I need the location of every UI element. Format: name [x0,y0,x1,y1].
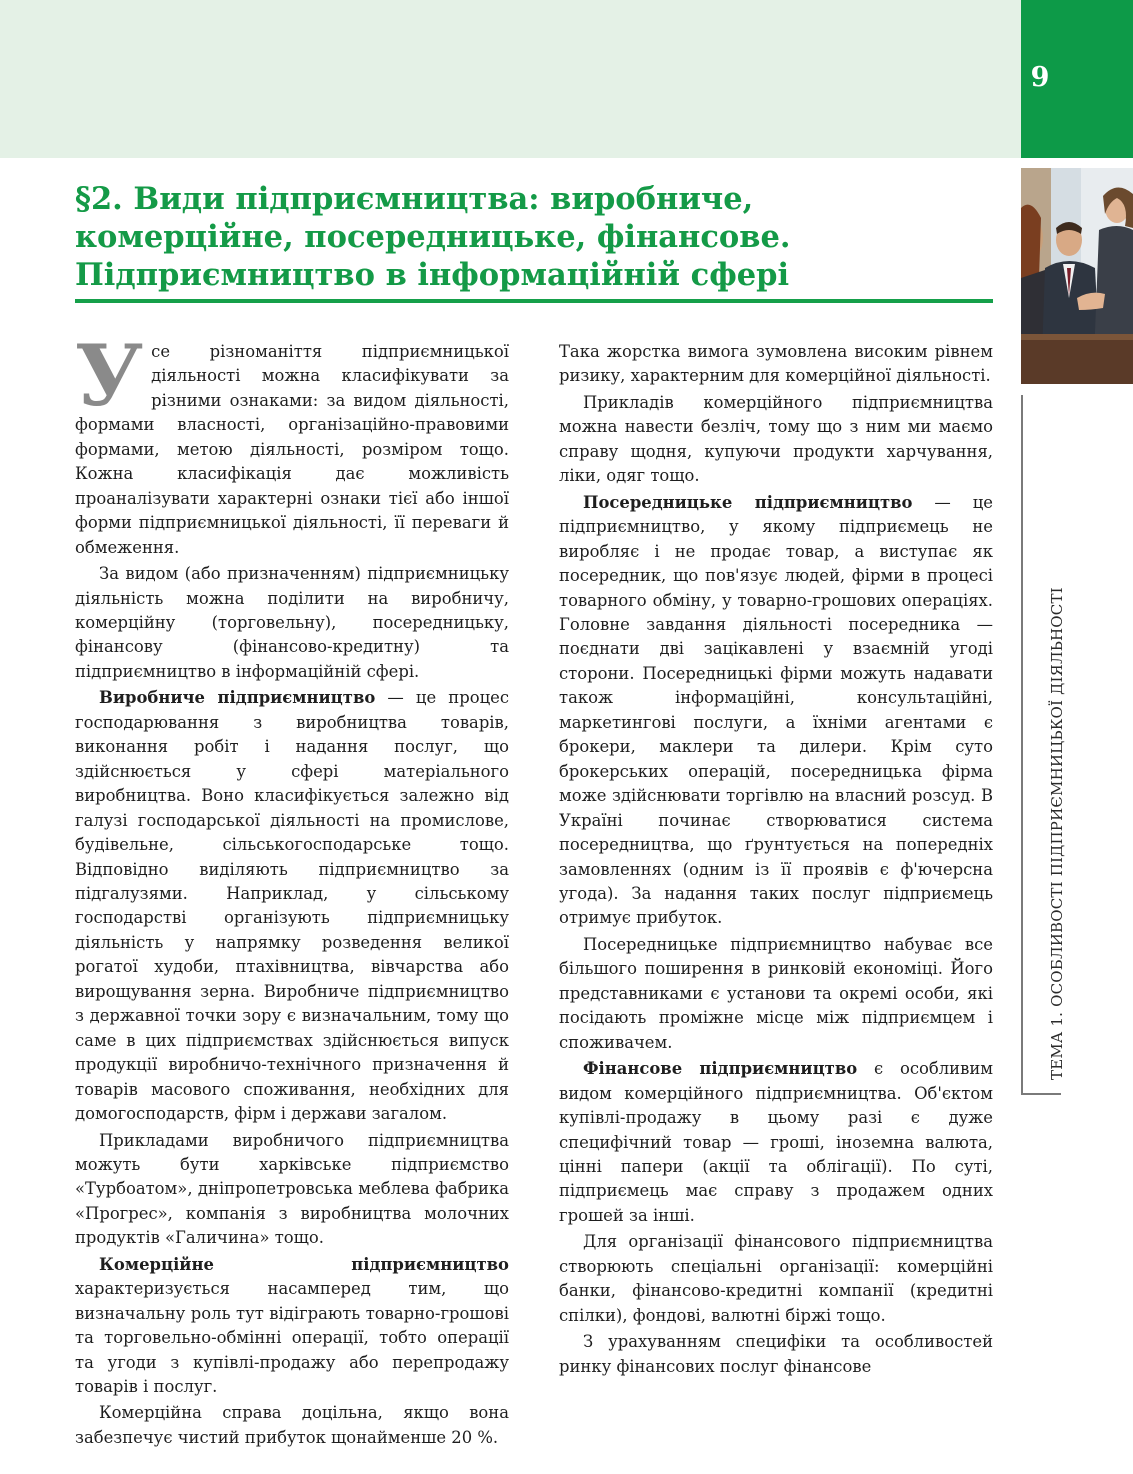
section-title-line-3: Підприємництво в інформаційній сфері [75,257,790,293]
left-column [75,326,509,1450]
term-intermediary: Посередницьке підприємництво [583,492,913,512]
paragraph-commercial-profit: Комерційна справа доцільна, якщо вона забезпечує чистий прибуток щонайменше 20 %. [75,1403,509,1447]
paragraph-intermediary [559,491,993,931]
paragraph-intro [75,326,509,560]
paragraph-types: За видом (або призначенням) підприємницьку діяльність можна поділити на виробничу, комерційну (торговельну), посередницьку, фінансову (фінансово-кредитну) та підприємництво в інформаційній сфері. [75,564,509,681]
paragraph-commercial-examples: Прикладів комерційного підприємництва можна навести безліч, тому що з ним ми маємо справу щодня, купуючи продукти харчування, ліки, одяг тощо. [559,392,993,486]
page-number: 9 [1030,62,1050,93]
term-commercial: Комерційне підприємництво [99,1254,509,1274]
section-title [75,180,995,294]
paragraph-risk: Така жорстка вимога зумовлена високим рівнем ризику, характерним для комерційної діяльності. [559,342,993,386]
paragraph-financial-market: З урахуванням специфіки та особливостей ринку фінансових послуг фінансове [559,1332,993,1376]
business-handshake-photo [1021,168,1133,384]
paragraph-financial-text: є особливим видом комерційного підприємництва. Об'єктом купівлі-продажу в цьому разі є дуже специфічний товар — гроші, іноземна валюта, цінні папери (акції та облігації). По суті, підприємець має справу з продажем одних грошей за інші. [559,1059,993,1225]
section-title-line-1: §2. Види підприємництва: виробниче, [75,181,754,217]
section-title-line-2: комерційне, посередницьке, фінансове. [75,219,791,255]
title-underline [75,299,993,303]
right-column [559,340,993,1379]
header-band [0,0,1021,158]
paragraph-production [75,686,509,1126]
paragraph-financial-orgs: Для організації фінансового підприємництва створюють спеціальні організації: комерційні банки, фінансово-кредитні компанії (кредитні спілки), фондові, валютні біржі тощо. [559,1232,993,1325]
paragraph-financial [559,1057,993,1228]
paragraph-intermediary-spread: Посередницьке підприємництво набуває все більшого поширення в ринковій економіці. Його представниками є установи та окремі особи, які посідають проміжне місце між підприємцем і споживачем. [559,934,993,1052]
chapter-side-label: ТЕМА 1. ОСОБЛИВОСТІ ПІДПРИЄМНИЦЬКОЇ ДІЯЛЬНОСТІ [1048,587,1066,1080]
paragraph-production-examples: Прикладами виробничого підприємництва можуть бути харківське підприємство «Турбоатом», дніпропетровська меблева фабрика «Прогрес», компанія з виробництва молочних продуктів «Галичина» тощо. [75,1130,509,1248]
side-divider-foot [1021,1093,1061,1095]
drop-cap: У [75,326,144,425]
paragraph-commercial [75,1253,509,1400]
term-financial: Фінансове підприємництво [583,1059,858,1079]
term-production: Виробниче підприємництво [99,688,376,708]
side-divider-line [1021,395,1023,1095]
paragraph-commercial-text: характеризується насамперед тим, що визначальну роль тут відіграють товарно-грошові та торговельно-обмінні операції, тобто операції та угоди з купівлі-продажу або перепродажу товарів і послуг. [75,1279,509,1397]
paragraph-intermediary-text: — це підприємництво, у якому підприємець не виробляє і не продає товар, а виступає як посередник, що пов'язує людей, фірми в процесі товарного обміну, у товарно-грошових операціях. Головне завдання діяльності посередника — поєднати дві зацікавлені у взаємній угоді сторони. Посередницькі фірми можуть надавати також інформаційні, консультаційні, маркетингові послуги, а їхніми агентами є брокери, маклери та дилери. Крім суто брокерських операцій, посередницька фірма може здійснювати торгівлю на власний розсуд. В Україні починає створюватися система посередництва, що ґрунтується на попередніх замовленнях (одним із її проявів є ф'ючерсна угода). За надання таких послуг підприємець отримує прибуток. [559,492,993,928]
paragraph-production-text: — це процес господарювання з виробництва товарів, виконання робіт і надання послуг, що здійснюється у сфері матеріального виробництва. Воно класифікується залежно від галузі господарської діяльності на промислове, будівельне, сільськогосподарське тощо. Відповідно виділяють підприємництво за підгалузями. Наприклад, у сільському господарстві організують підприємницьку діяльність у напрямку розведення великої рогатої худоби, птахівництва, вівчарства або вирощування зерна. Виробниче підприємництво з державної точки зору є визначальним, тому що саме в цих підприємствах здійснюється випуск продукції виробничо-технічного призначення й товарів масового споживання, необхідних для домогосподарств, фірм і держави загалом. [75,688,509,1124]
paragraph-intro-text: се різноманіття підприємницької діяльності можна класифікувати за різними ознаками: за видом діяльності, формами власності, організаційно-правовими формами, метою діяльності, розміром тощо. Кожна класифікація дає можливість проаналізувати характерні ознаки тієї або іншої форми підприємницької діяльності, її переваги й обмеження. [75,342,509,557]
